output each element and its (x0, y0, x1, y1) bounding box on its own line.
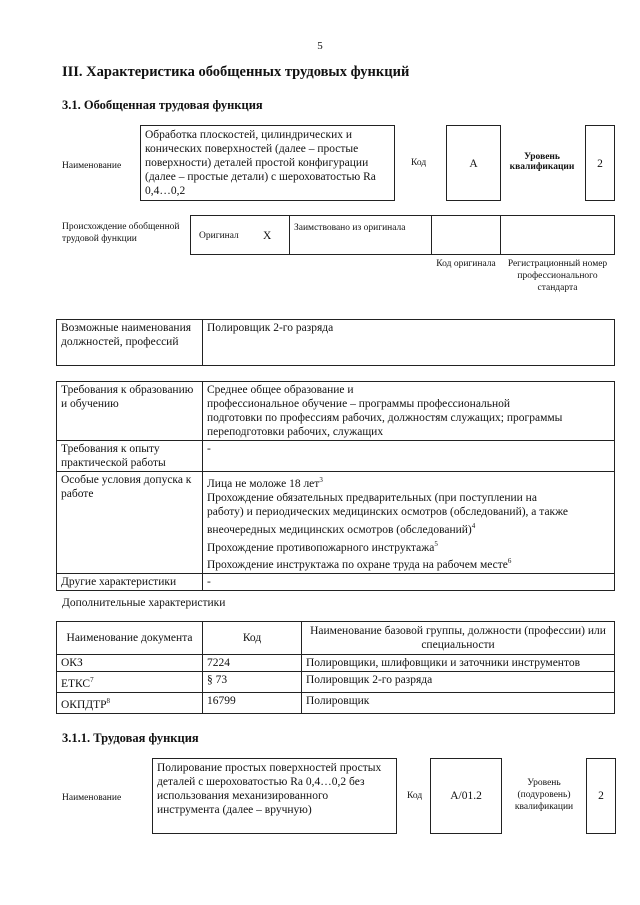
tf-code-value: A/01.2 (430, 758, 502, 834)
tf-code-label: Код (407, 791, 423, 801)
origin-reg-caption: Регистрационный номер профессионального стандарта (507, 259, 608, 293)
req-line: Прохождение противопожарного инструктажа$^5$ (207, 539, 438, 554)
extra-doc: ОКПДТР$^8$ (57, 692, 203, 713)
tf-name-label: Наименование (62, 793, 122, 803)
tf-name-value: Полирование простых поверхностей простых деталей с шероховатостью Ra 0,4…0,2 без использования механизированного инструмента (далее – вручную) (152, 758, 397, 834)
origin-original-label: Оригинал (199, 231, 239, 241)
section-title: III. Характеристика обобщенных трудовых функций (62, 64, 410, 80)
gtf-code-label: Код (411, 158, 427, 168)
gtf-heading: 3.1. Обобщенная трудовая функция (62, 98, 263, 112)
req-value: - (203, 574, 615, 591)
footnote-ref[interactable]: 7 (90, 676, 94, 684)
req-line: Прохождение инструктажа по охране труда на рабочем месте$^6$ (207, 557, 512, 572)
table-row (57, 672, 615, 693)
table-row (57, 655, 615, 672)
page-number: 5 (317, 40, 323, 52)
tf-heading: 3.1.1. Трудовая функция (62, 731, 199, 745)
requirements-row (57, 382, 615, 441)
req-line: профессиональное обучение – программы профессиональной (207, 398, 511, 410)
req-line: внеочередных медицинских осмотров (обследований)$^4$ (207, 521, 476, 536)
footnote-ref[interactable]: 3 (319, 476, 323, 484)
extra-name: Полировщик 2-го разряда (302, 672, 615, 693)
footnote-ref[interactable]: 8 (106, 696, 111, 705)
origin-code-cell (431, 215, 501, 255)
req-value (203, 382, 615, 441)
extra-header-code: Код (203, 622, 302, 655)
extra-header-name: Наименование базовой группы, должности (профессии) или специальности (302, 622, 615, 655)
req-label: Особые условия допуска к работе (57, 472, 203, 574)
positions-table (56, 319, 615, 366)
origin-code-caption: Код оригинала (436, 259, 496, 269)
req-line: Прохождение обязательных предварительных (при поступлении на (207, 491, 537, 504)
req-label: Требования к образованию и обучению (57, 382, 203, 441)
requirements-row (57, 472, 615, 574)
extra-code: § 73 (203, 672, 302, 693)
footnote-ref[interactable]: 5 (434, 539, 438, 548)
gtf-name-label: Наименование (62, 161, 122, 171)
origin-original-cell (190, 215, 290, 255)
origin-original-mark: X (263, 230, 272, 242)
req-line: подготовки по профессиям рабочих, должностям служащих; программы (207, 412, 563, 424)
gtf-level-value: 2 (585, 125, 615, 201)
gtf-level-label: Уровень квалификации (509, 152, 575, 172)
tf-level-label: Уровень (подуровень) квалификации (514, 778, 574, 812)
req-line: переподготовки рабочих, служащих (207, 426, 384, 438)
requirements-table (56, 381, 615, 591)
origin-borrowed: Заимствовано из оригинала (289, 215, 432, 255)
req-label: Требования к опыту практической работы (57, 441, 203, 472)
table-row (57, 692, 615, 713)
extra-doc: ОКЗ (57, 655, 203, 672)
tf-level-value: 2 (586, 758, 616, 834)
extra-heading: Дополнительные характеристики (62, 597, 226, 609)
origin-label: Происхождение обобщенной трудовой функции (62, 222, 180, 244)
extra-doc: ЕТКС$^7$ (57, 672, 203, 693)
positions-label: Возможные наименования должностей, профессий (57, 320, 203, 366)
positions-value: Полировщик 2-го разряда (203, 320, 615, 366)
gtf-name-value: Обработка плоскостей, цилиндрических и конических поверхностей (далее – простые поверхности) деталей простой конфигурации (далее – простые детали) с шероховатостью Ra 0,4…0,2 (140, 125, 395, 201)
req-label: Другие характеристики (57, 574, 203, 591)
req-line: Среднее общее образование и (207, 384, 354, 396)
requirements-row (57, 574, 615, 591)
footnote-ref[interactable]: 4 (471, 521, 476, 530)
req-line: работу) и периодических медицинских осмотров (обследований), а также (207, 505, 569, 518)
extra-name: Полировщик (302, 692, 615, 713)
extra-header-row (57, 622, 615, 655)
req-value: - (203, 441, 615, 472)
extra-code: 7224 (203, 655, 302, 672)
requirements-row (57, 441, 615, 472)
gtf-code-value: A (446, 125, 501, 201)
origin-reg-cell (500, 215, 615, 255)
extra-table (56, 621, 615, 714)
extra-name: Полировщики, шлифовщики и заточники инструментов (302, 655, 615, 672)
extra-code: 16799 (203, 692, 302, 713)
req-line: Лица не моложе 18 лет$^3$ (207, 476, 323, 490)
extra-header-doc: Наименование документа (57, 622, 203, 655)
req-value (203, 472, 615, 574)
footnote-ref[interactable]: 6 (507, 557, 512, 566)
